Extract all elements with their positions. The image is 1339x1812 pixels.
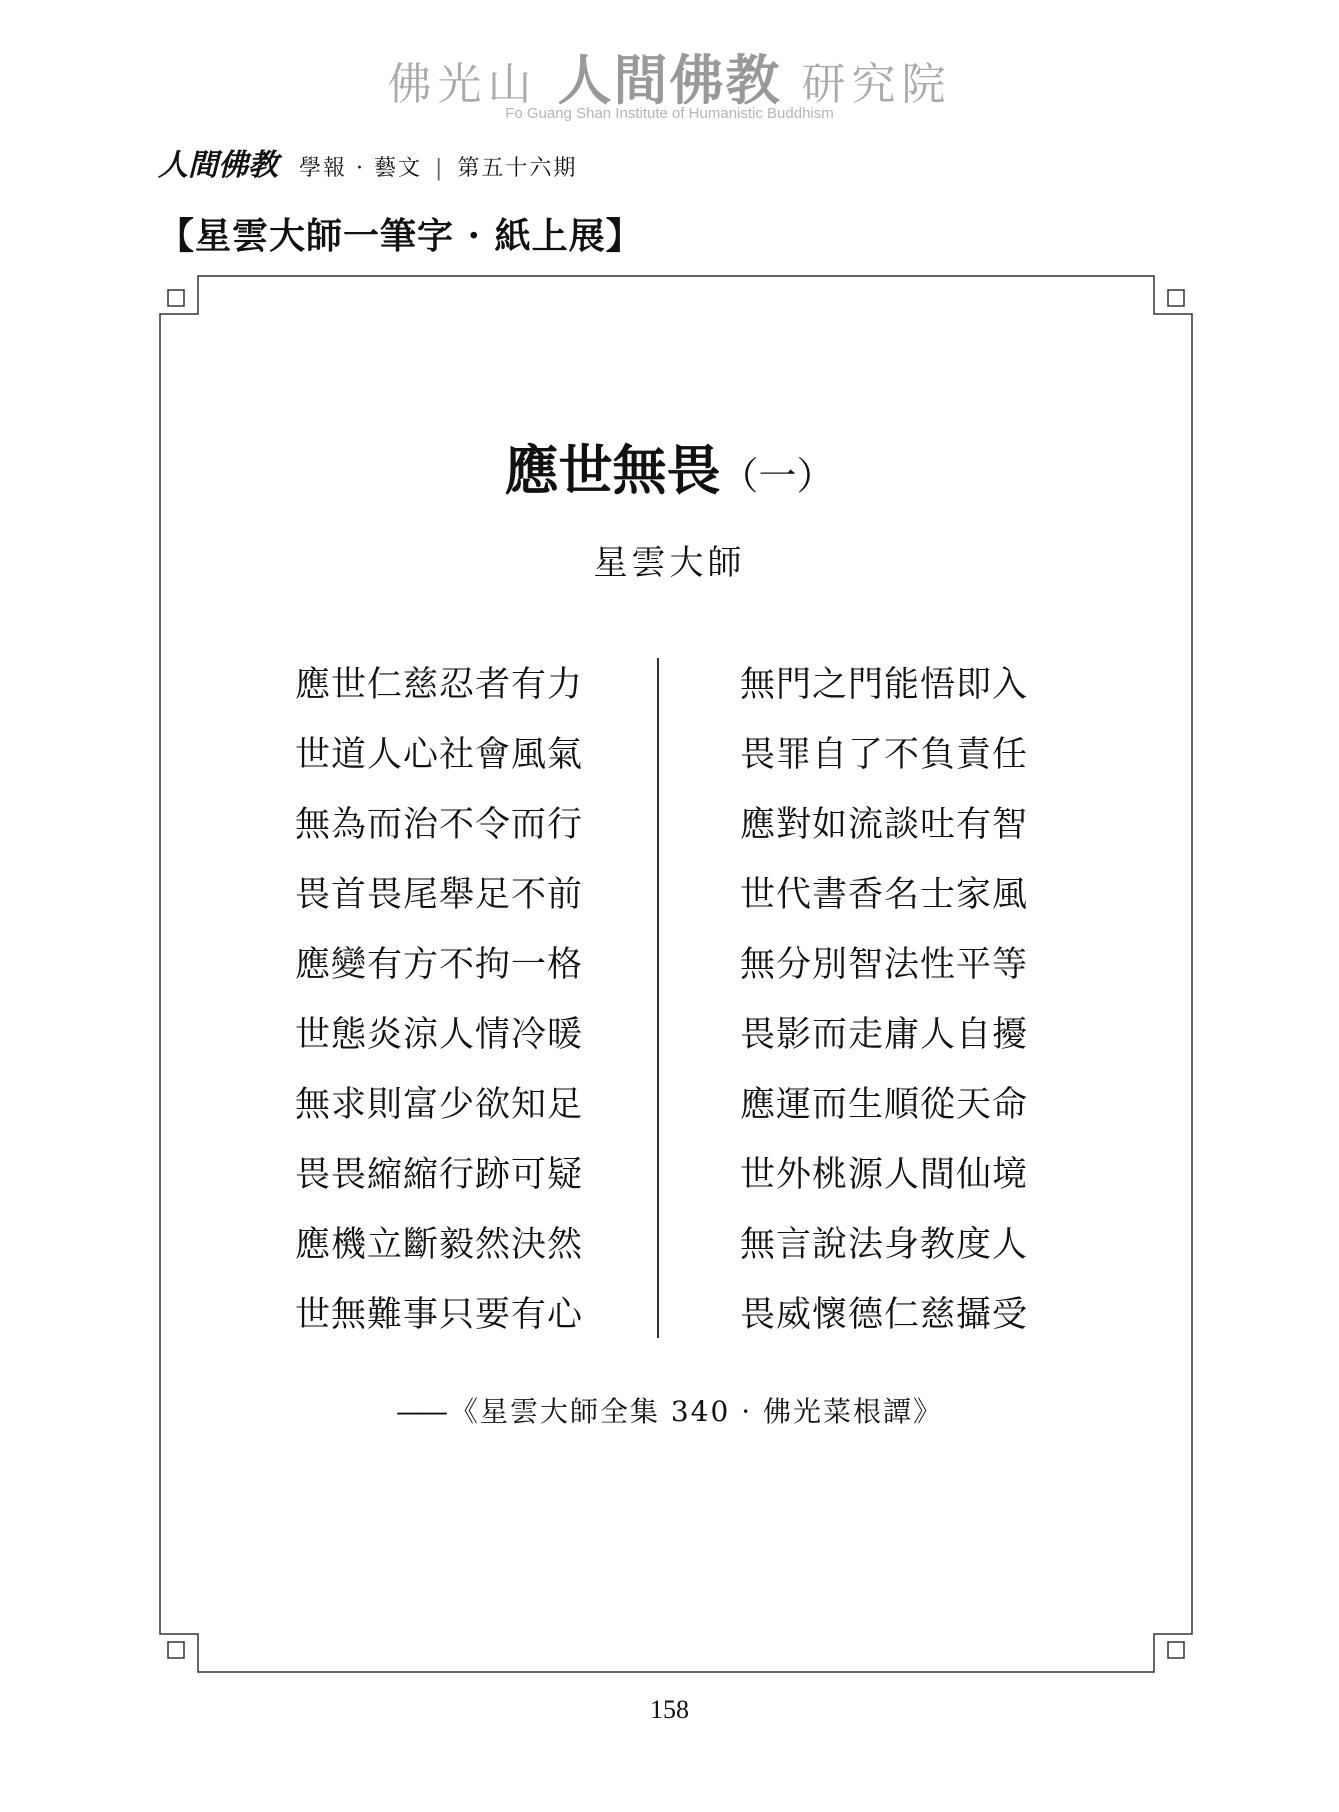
verse-line: 世代書香名士家風 — [740, 875, 1029, 915]
journal-brand: 人間佛教 — [158, 148, 278, 183]
verse-line: 應機立斷毅然決然 — [295, 1225, 584, 1265]
verses-left-column — [295, 650, 583, 1350]
poem-title — [0, 428, 1339, 505]
verse-line: 應運而生順從天命 — [740, 1085, 1029, 1125]
verse-line: 無分別智法性平等 — [740, 945, 1029, 985]
verse-line: 畏威懷德仁慈攝受 — [740, 1295, 1029, 1335]
journal-section: 學報 · 藝文 — [299, 156, 422, 181]
verse-line: 世態炎涼人情冷暖 — [295, 1015, 584, 1055]
verse-line: 應對如流談吐有智 — [740, 805, 1029, 845]
exhibit-label: 【星雲大師一筆字 · 紙上展】 — [158, 215, 643, 257]
source-citation — [0, 1390, 1339, 1430]
institute-english-name: Fo Guang Shan Institute of Humanistic Buddhism — [505, 105, 834, 122]
header-separator: | — [434, 156, 445, 181]
verse-line: 無求則富少欲知足 — [295, 1085, 584, 1125]
institute-brand: 人間佛教 — [557, 49, 782, 112]
verse-line: 世道人心社會風氣 — [295, 735, 584, 775]
verse-line: 無言說法身教度人 — [740, 1225, 1029, 1265]
verse-line: 畏罪自了不負責任 — [740, 735, 1029, 775]
citation-dash: —— — [395, 1395, 444, 1428]
page-number: 158 — [650, 1695, 689, 1724]
verse-line: 應世仁慈忍者有力 — [295, 665, 584, 705]
verse-line: 畏畏縮縮行跡可疑 — [295, 1155, 584, 1195]
verse-line: 無門之門能悟即入 — [740, 665, 1029, 705]
institute-suffix: 研究院 — [801, 59, 952, 110]
column-divider — [657, 658, 659, 1338]
author: 星雲大師 — [593, 543, 746, 583]
citation-text: 《星雲大師全集 340 · 佛光菜根譚》 — [449, 1395, 944, 1428]
institute-prefix: 佛光山 — [387, 59, 538, 110]
verse-line: 無為而治不令而行 — [295, 805, 584, 845]
verse-line: 世無難事只要有心 — [295, 1295, 584, 1335]
title-main: 應世無畏 — [504, 438, 721, 502]
verse-line: 應變有方不拘一格 — [295, 945, 584, 985]
verses-right-column — [740, 650, 1028, 1350]
verse-line: 畏首畏尾舉足不前 — [295, 875, 584, 915]
issue-number: 第五十六期 — [457, 156, 578, 181]
title-sub: （一） — [720, 454, 835, 498]
verse-line: 畏影而走庸人自擾 — [740, 1015, 1029, 1055]
verse-line: 世外桃源人間仙境 — [740, 1155, 1029, 1195]
